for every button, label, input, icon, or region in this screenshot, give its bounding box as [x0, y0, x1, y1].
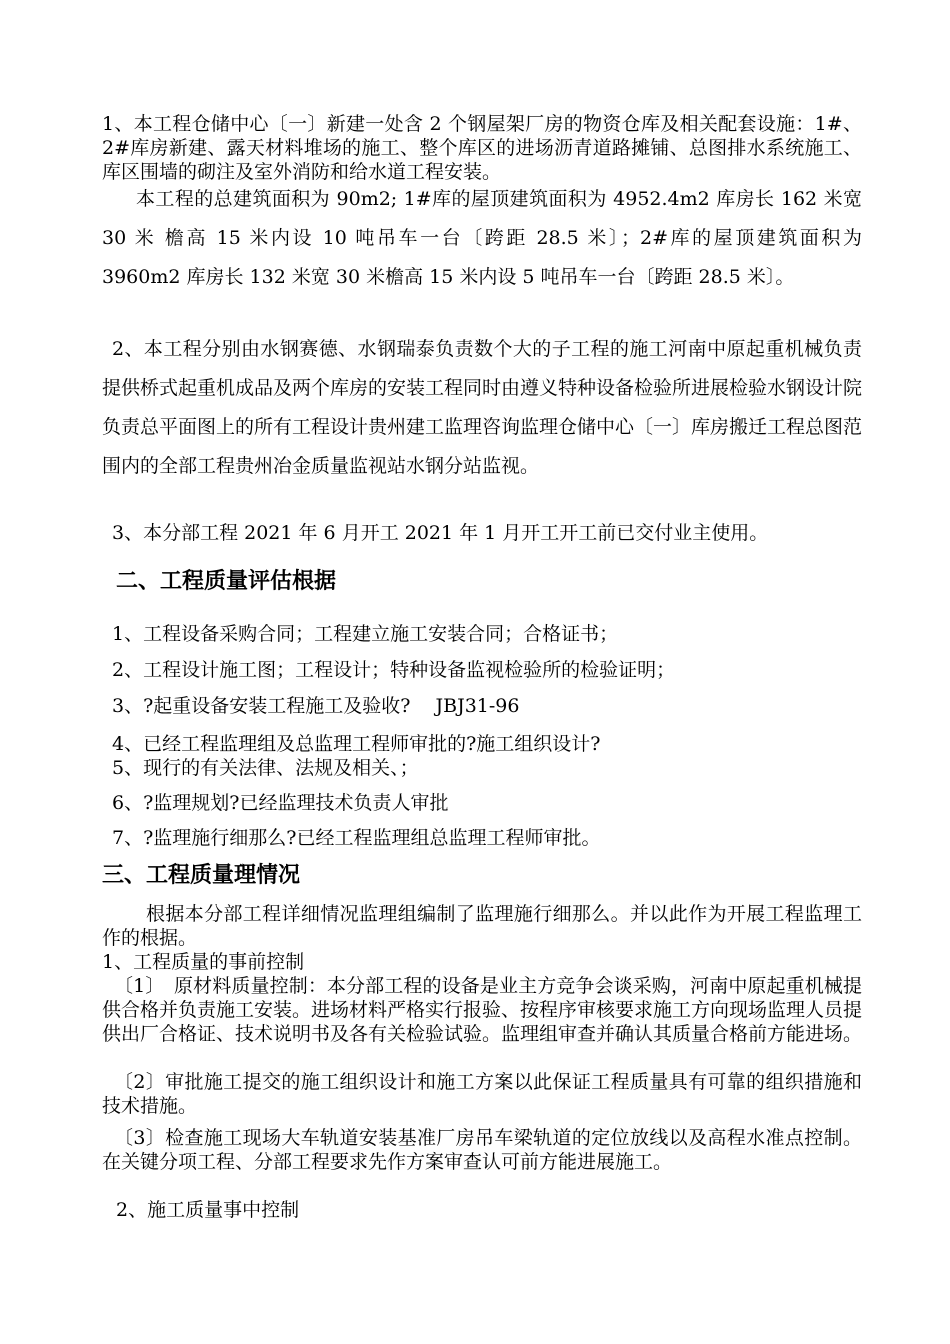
basis-item-7: 7、?监理施行细那么?已经工程监理组总监理工程师审批。 [112, 827, 601, 849]
overview-paragraph-3: 2、本工程分别由水钢赛德、水钢瑞泰负责数个大的子工程的施工河南中原起重机械负责提供桥式起重机成品及两个库房的安装工程同时由遵义特种设备检验所进展检验水钢设计院负责总平面图上的所有工程设计贵州建工监理咨询监理仓储中心〔一〕库房搬迁工程总图范围内的全部工程贵州冶金质量监视站水钢分站监视。 [102, 338, 863, 477]
pre-control-item-1: 〔1〕 原材料质量控制：本分部工程的设备是业主方竞争会谈采购，河南中原起重机械提供合格并负责施工安装。进场材料严格实行报验、按程序审核要求施工方向现场监理人员提供出厂合格证、技术说明书及各有关检验试验。监理组审查并确认其质量合格前方能进场。 [102, 975, 863, 1045]
overview-paragraph-4: 3、本分部工程 2021 年 6 月开工 2021 年 1 月开工开工前已交付业主使用。 [112, 522, 769, 544]
basis-item-2: 2、工程设计施工图；工程设计；特种设备监视检验所的检验证明； [112, 659, 676, 681]
section-3-heading: 三、工程质量理情况 [102, 863, 301, 888]
pre-control-title: 1、工程质量的事前控制 [102, 951, 305, 973]
basis-item-4: 4、已经工程监理组及总监理工程师审批的?施工组织设计? [112, 733, 601, 755]
pre-control-item-2: 〔2〕审批施工提交的施工组织设计和施工方案以此保证工程质量具有可靠的组织措施和技术措施。 [102, 1071, 862, 1117]
basis-item-3: 3、?起重设备安装工程施工及验收? JBJ31-96 [112, 695, 520, 717]
basis-item-5: 5、现行的有关法律、法规及相关、； [112, 757, 419, 779]
in-process-control-title: 2、施工质量事中控制 [116, 1199, 300, 1221]
overview-paragraph-1: 1、本工程仓储中心〔一〕新建一处含 2 个钢屋架厂房的物资仓库及相关配套设施：1#、2#库房新建、露天材料堆场的施工、整个库区的进场沥青道路摊铺、总图排水系统施工、库区围墙的砌注及室外消防和给水道工程安装。 [102, 113, 862, 183]
pre-control-item-3: 〔3〕检查施工现场大车轨道安装基准厂房吊车梁轨道的定位放线以及高程水准点控制。在关键分项工程、分部工程要求先作方案审查认可前方能进展施工。 [102, 1127, 862, 1173]
basis-item-6: 6、?监理规划?已经监理技术负责人审批 [112, 792, 449, 814]
overview-paragraph-2: 本工程的总建筑面积为 90m2; 1#库的屋顶建筑面积为 4952.4m2 库房长 162 米宽 30 米 檐高 15 米内设 10 吨吊车一台〔跨距 28.5 米〕；2#库的屋顶建筑面积为 3960m2 库房长 132 米宽 30 米檐高 15 米内设 5 吨吊车一台〔跨距 28.5 米〕。 [102, 188, 862, 288]
basis-item-1: 1、工程设备采购合同；工程建立施工安装合同；合格证书； [112, 623, 619, 645]
section-2-heading: 二、工程质量评估根据 [116, 569, 337, 594]
section-3-intro: 根据本分部工程详细情况监理组编制了监理施行细那么。并以此作为开展工程监理工作的根据。 [102, 903, 862, 949]
